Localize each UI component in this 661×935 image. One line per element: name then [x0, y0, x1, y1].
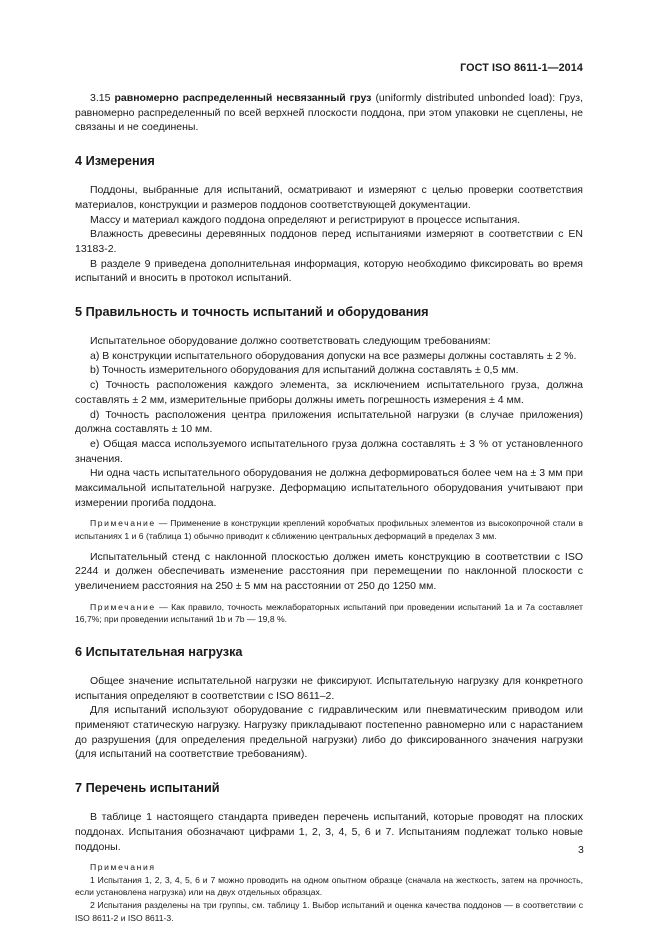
section-5-note-1: [75, 517, 583, 542]
section-7-note: 2 Испытания разделены на три группы, см. таблицу 1. Выбор испытаний и оценка качества поддонов — в соответствии с ISO 8611-2 и ISO 8611-3.: [75, 900, 583, 923]
section-5-note-2: [75, 601, 583, 626]
note-text: — Как правило, точность межлабораторных испытаний при проведении испытаний 1а и 7а составляет 16,7%; при проведении испытаний 1b и 7b — 19,8 %.: [75, 601, 583, 625]
section-4-para: Массу и материал каждого поддона определяют и регистрируют в процессе испытания.: [90, 213, 521, 226]
section-4-para: Поддоны, выбранные для испытаний, осматривают и измеряют с целью проверки соответствия материалов, конструкции и размеров поддонов соответствующей документации.: [75, 184, 583, 211]
section-7-notes-label: [75, 861, 583, 874]
section-5-item: c) Точность расположения каждого элемента, за исключением испытательного груза, должна составлять ± 2 мм, измерительные приборы должны иметь погрешность измерения ± 4 мм.: [75, 379, 583, 406]
note-label: Примечание: [90, 601, 156, 612]
section-4-para: В разделе 9 приведена дополнительная информация, которую необходимо фиксировать во время испытаний и вносить в протокол испытаний.: [75, 257, 583, 285]
section-5-para: Ни одна часть испытательного оборудования не должна деформироваться более чем на ± 3 мм при максимальной испытательной нагрузке. Деформацию испытательного оборудования учитывают при измерении прогиба поддона.: [75, 467, 583, 509]
section-7-para: В таблице 1 настоящего стандарта приведен перечень испытаний, которые проводят на плоских поддонах. Испытания обозначают цифрами 1, 2, 3, 4, 5, 6 и 7. Испытаниям подлежат только новые поддоны.: [75, 811, 583, 853]
notes-label: Примечания: [90, 862, 156, 873]
section-5-para: Испытательный стенд с наклонной плоскостью должен иметь конструкцию в соответствии с ISO 2244 и должен обеспечивать изменение расстояния при перемещении по наклонной плоскости с увеличением расстояния на 250 ± 5 мм на расстоянии от 250 до 1250 мм.: [75, 550, 583, 593]
section-5-title: 5 Правильность и точность испытаний и оборудования: [75, 305, 429, 320]
section-5-item: a) В конструкции испытательного оборудования допуски на все размеры должны составлять ± 2 %.: [90, 349, 577, 362]
note-text: — Применение в конструкции креплений коробчатых профильных элементов из высокопрочной стали в испытаниях 1 и 6 (таблица 1) обычно приводит к сближению центральных деформаций в пределах 3 мм.: [75, 518, 583, 542]
section-6-title: 6 Испытательная нагрузка: [75, 644, 243, 659]
page-number: 3: [578, 844, 584, 856]
section-5-para: Испытательное оборудование должно соответствовать следующим требованиям:: [90, 335, 491, 348]
section-5-item: e) Общая масса используемого испытательного груза должна составлять ± 3 % от установленного значения.: [75, 437, 583, 465]
term-english: (uniformly distributed unbonded load):: [375, 92, 556, 104]
section-4-title: 4 Измерения: [75, 154, 155, 169]
document-header: ГОСТ ISO 8611-1—2014: [460, 62, 583, 74]
note-label: Примечание: [90, 518, 156, 529]
section-4-para: Влажность древесины деревянных поддонов перед испытаниями измеряют в соответствии с EN 13183-2.: [75, 228, 583, 255]
section-7-title: 7 Перечень испытаний: [75, 781, 220, 796]
section-6-para: Для испытаний используют оборудование с гидравлическим или пневматическим приводом или применяют статическую нагрузку. Нагрузку прикладывают постепенно равномерно или с нарастанием до разрушения (для определения предельной нагрузки) либо до фиксированного значения нагрузки (для испытаний на соответствие требованиям).: [75, 704, 583, 761]
term-definition: Груз, равномерно распределенный по всей верхней плоскости поддона, при этом упаковки не сцеплены, не связаны и не соединены.: [75, 92, 583, 134]
section-5-item: d) Точность расположения центра приложения испытательной нагрузки (в случае приложения) должна составлять ± 10 мм.: [75, 408, 583, 436]
term-3-15: [75, 91, 583, 135]
page-content: [75, 91, 583, 924]
section-7-note: 1 Испытания 1, 2, 3, 4, 5, 6 и 7 можно проводить на одном опытном образце (сначала на жесткость, затем на прочность, если установлена нагрузка) или на двух отдельных образцах.: [75, 874, 583, 898]
section-6-para: Общее значение испытательной нагрузки не фиксируют. Испытательную нагрузку для конкретного испытания определяют в соответствии с ISO 8611–2.: [75, 674, 583, 702]
term-number: 3.15: [90, 92, 111, 104]
section-5-item: b) Точность измерительного оборудования для испытаний должна составлять ± 0,5 мм.: [90, 364, 519, 377]
term-title: равномерно распределенный несвязанный груз: [114, 92, 372, 104]
